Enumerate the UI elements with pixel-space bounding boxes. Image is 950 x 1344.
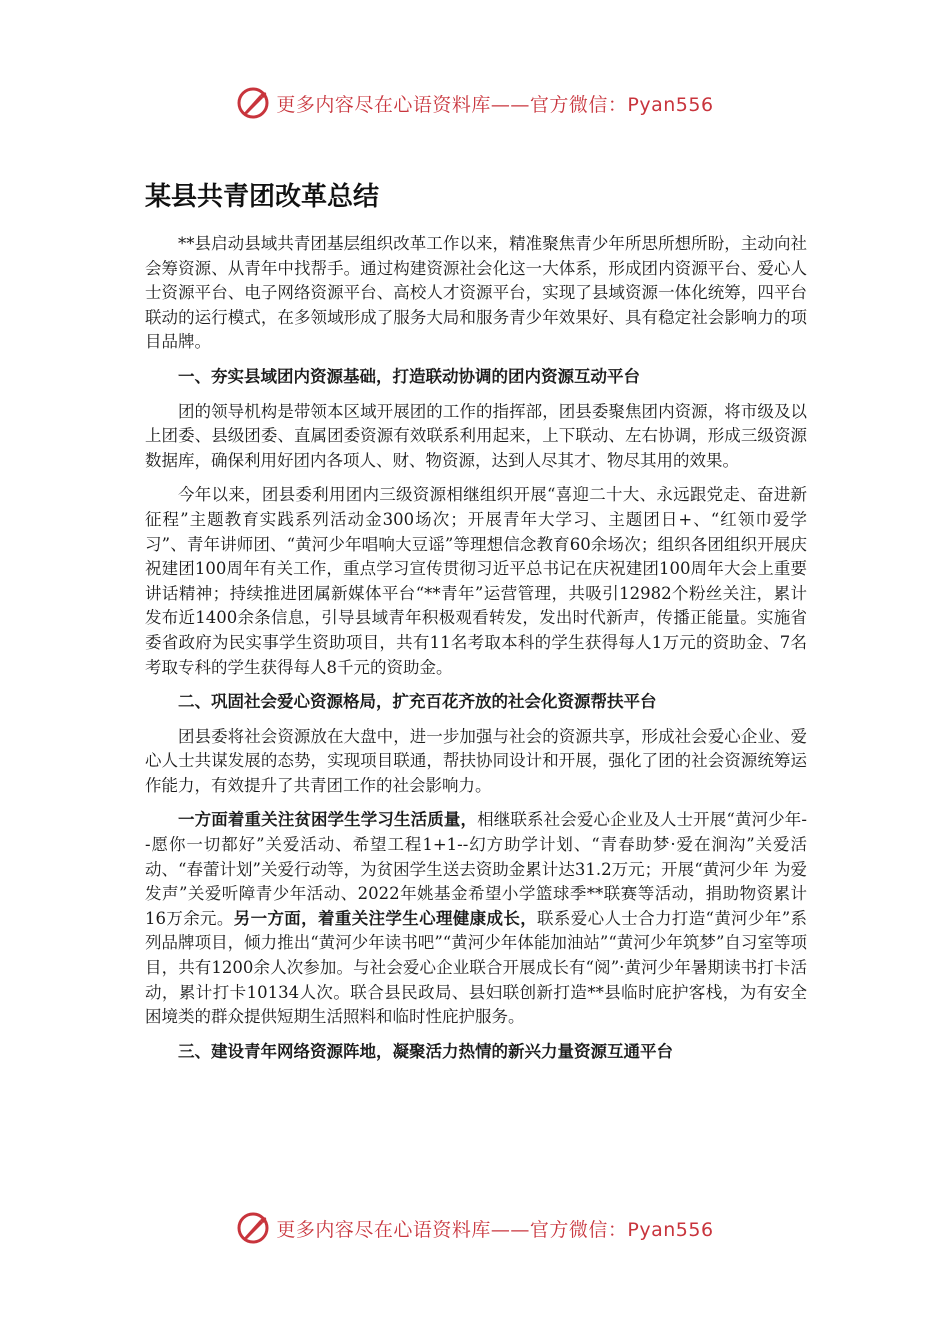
banner-main-text: 更多内容尽在心语资料库 xyxy=(276,1218,491,1241)
banner-text xyxy=(276,1215,713,1242)
section-2-paragraph-2 xyxy=(145,808,807,1029)
paragraph-text-1: 相继联系社会爱心企业及人士开展“黄河少年--愿你一切都好”关爱活动、希望工程1+1--幻方助学计划、“青春助梦·爱在涧沟”关爱活动、“春蕾计划”关爱行动等，为贫困学生送去资助金累计达31.2万元；开展“黄河少年 为爱发声”关爱听障青少年活动、2022年姚基金希望小学篮球季**联赛等活动，捐助物资累计16万余元。 xyxy=(145,810,807,928)
banner-text xyxy=(276,90,713,117)
section-1-paragraph-1: 团的领导机构是带领本区域开展团的工作的指挥部，团县委聚焦团内资源，将市级及以上团委、县级团委、直属团委资源有效联系利用起来，上下联动、左右协调，形成三级资源数据库，确保利用好团内各项人、财、物资源，达到人尽其才、物尽其用的效果。 xyxy=(145,401,807,470)
section-2-paragraph-1: 团县委将社会资源放在大盘中，进一步加强与社会的资源共享，形成社会爱心企业、爱心人士共谋发展的态势，实现项目联通，帮扶协同设计和开展，强化了团的社会资源统筹运作能力，有效提升了共青团工作的社会影响力。 xyxy=(145,726,807,795)
section-heading-3: 三、建设青年网络资源阵地，凝聚活力热情的新兴力量资源互通平台 xyxy=(178,1041,673,1061)
banner-dash: —— xyxy=(490,93,530,116)
banner-contact: 官方微信：Pyan556 xyxy=(529,93,714,116)
section-heading-1: 一、夯实县域团内资源基础，打造联动协调的团内资源互动平台 xyxy=(178,366,640,386)
footer-banner xyxy=(0,1211,950,1245)
quill-logo-icon xyxy=(236,86,270,120)
section-1-paragraph-2: 今年以来，团县委利用团内三级资源相继组织开展“喜迎二十大、永远跟党走、奋进新征程”主题教育实践系列活动金300场次；开展青年大学习、主题团日+、“红领巾爱学习”、青年讲师团、“黄河少年唱响大豆谣”等理想信念教育60余场次；组织各团组织开展庆祝建团100周年有关工作，重点学习宣传贯彻习近平总书记在庆祝建团100周年大会上重要讲话精神；持续推进团属新媒体平台“**青年”运营管理，共吸引12982个粉丝关注，累计发布近1400余条信息，引导县域青年积极观看转发，发出时代新声，传播正能量。实施省委省政府为民实事学生资助项目，共有11名考取本科的学生获得每人1万元的资助金、7名考取专科的学生获得每人8千元的资助金。 xyxy=(145,485,807,677)
bold-lead-1: 一方面着重关注贫困学生学习生活质量， xyxy=(178,810,478,830)
bold-lead-2: 另一方面，着重关注学生心理健康成长， xyxy=(233,908,538,928)
document-title: 某县共青团改革总结 xyxy=(145,182,380,212)
banner-dash: —— xyxy=(490,1218,530,1241)
paragraph-text-2: 联系爱心人士合力打造“黄河少年”系列品牌项目，倾力推出“黄河少年读书吧”“黄河少年体能加油站”“黄河少年筑梦”自习室等项目，共有1200余人次参加。与社会爱心企业联合开展成长有“阅”·黄河少年暑期读书打卡活动，累计打卡10134人次。联合县民政局、县妇联创新打造**县临时庇护客栈，为有安全困境类的群众提供短期生活照料和临时性庇护服务。 xyxy=(145,908,808,1027)
header-banner xyxy=(0,86,950,120)
section-heading-2: 二、巩固社会爱心资源格局，扩充百花齐放的社会化资源帮扶平台 xyxy=(178,692,657,712)
banner-contact: 官方微信：Pyan556 xyxy=(529,1218,714,1241)
intro-paragraph: **县启动县域共青团基层组织改革工作以来，精准聚焦青少年所思所想所盼，主动向社会筹资源、从青年中找帮手。通过构建资源社会化这一大体系，形成团内资源平台、爱心人士资源平台、电子网络资源平台、高校人才资源平台，实现了县域资源一体化统筹，四平台联动的运行模式，在多领域形成了服务大局和服务青少年效果好、具有稳定社会影响力的项目品牌。 xyxy=(145,234,807,352)
quill-logo-icon xyxy=(236,1211,270,1245)
document-body xyxy=(145,232,807,1074)
banner-main-text: 更多内容尽在心语资料库 xyxy=(276,93,491,116)
